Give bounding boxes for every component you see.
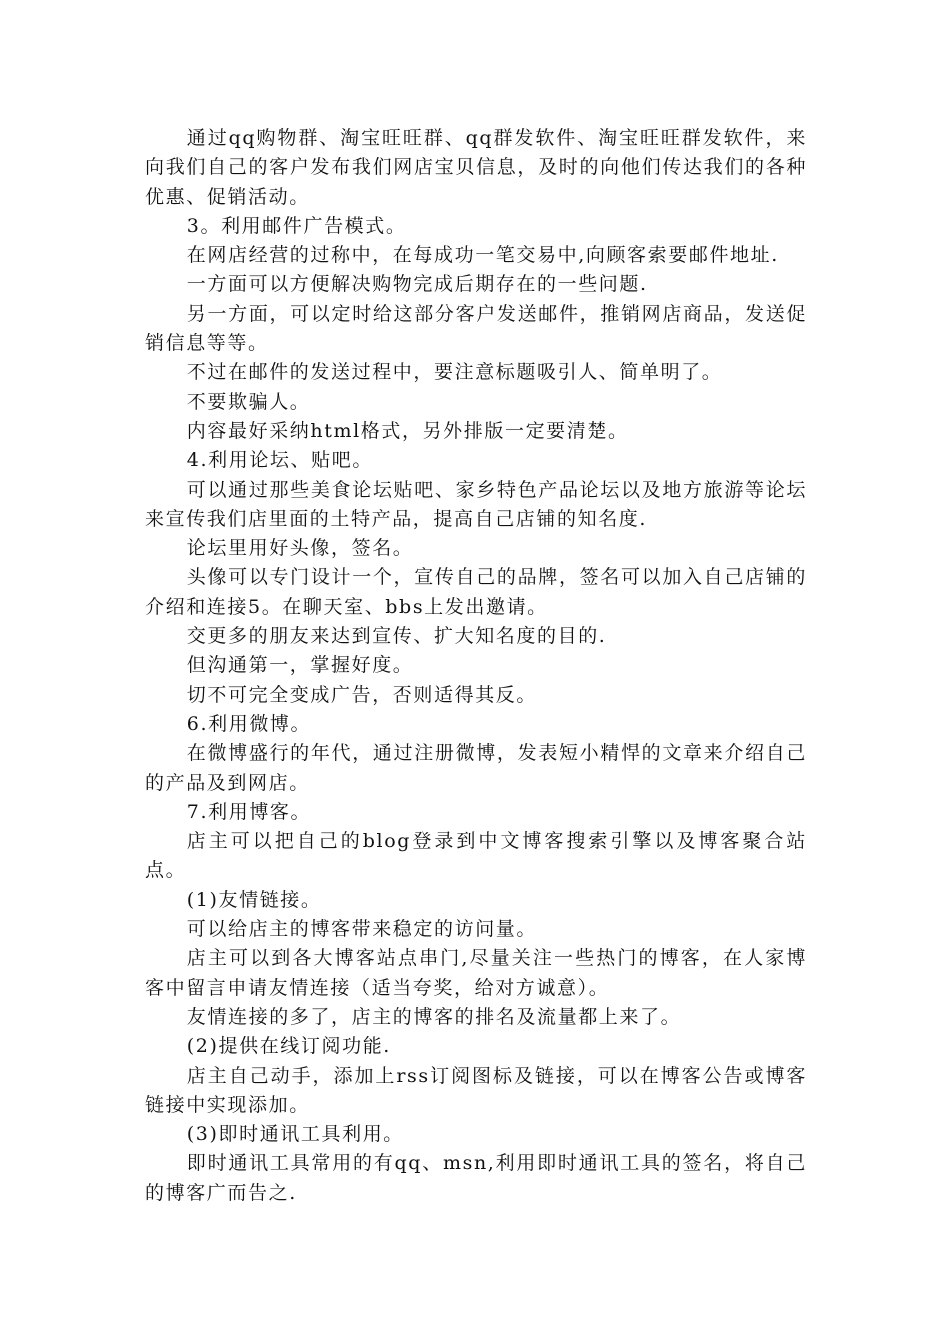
paragraph: 即时通讯工具常用的有qq、msn,利用即时通讯工具的签名，将自己的博客广而告之. xyxy=(145,1152,807,1204)
paragraph: 不要欺骗人。 xyxy=(186,390,311,413)
paragraph: (3)即时通讯工具利用。 xyxy=(186,1123,404,1146)
paragraph: 在微博盛行的年代，通过注册微博，发表短小精悍的文章来介绍自己的产品及到网店。 xyxy=(145,742,807,794)
paragraph: 头像可以专门设计一个，宣传自己的品牌，签名可以加入自己店铺的介绍和连接5。在聊天室、bbs上发出邀请。 xyxy=(145,566,807,618)
paragraph: 另一方面，可以定时给这部分客户发送邮件，推销网店商品，发送促销信息等等。 xyxy=(145,302,807,355)
paragraph: 6.利用微博。 xyxy=(186,712,312,735)
paragraph: 切不可完全变成广告，否则适得其反。 xyxy=(186,683,537,706)
paragraph: 交更多的朋友来达到宣传、扩大知名度的目的. xyxy=(186,625,607,648)
paragraph: (1)友情链接。 xyxy=(186,888,322,911)
paragraph: (2)提供在线订阅功能. xyxy=(186,1035,391,1058)
paragraph: 论坛里用好头像，签名。 xyxy=(186,537,414,560)
paragraph: 店主可以把自己的blog登录到中文博客搜索引擎以及博客聚合站点。 xyxy=(145,830,807,882)
paragraph: 可以给店主的博客带来稳定的访问量。 xyxy=(186,918,537,941)
paragraph: 但沟通第一，掌握好度。 xyxy=(186,654,414,677)
paragraph: 一方面可以方便解决购物完成后期存在的一些问题. xyxy=(186,273,648,296)
paragraph: 7.利用博客。 xyxy=(186,800,312,823)
paragraph: 友情连接的多了，店主的博客的排名及流量都上来了。 xyxy=(186,1005,682,1028)
paragraph: 不过在邮件的发送过程中，要注意标题吸引人、简单明了。 xyxy=(186,361,723,384)
document-body xyxy=(145,124,807,1208)
paragraph: 店主自己动手，添加上rss订阅图标及链接，可以在博客公告或博客链接中实现添加。 xyxy=(145,1064,807,1116)
paragraph: 店主可以到各大博客站点串门,尽量关注一些热门的博客，在人家博客中留言申请友情连接（适当夸奖，给对方诚意）。 xyxy=(145,947,807,999)
paragraph: 4.利用论坛、贴吧。 xyxy=(186,449,373,472)
paragraph: 3。利用邮件广告模式。 xyxy=(186,214,407,237)
paragraph: 在网店经营的过称中，在每成功一笔交易中,向顾客索要邮件地址. xyxy=(186,244,779,267)
paragraph: 通过qq购物群、淘宝旺旺群、qq群发软件、淘宝旺旺群发软件，来向我们自己的客户发布我们网店宝贝信息，及时的向他们传达我们的各种优惠、促销活动。 xyxy=(145,127,807,208)
paragraph: 可以通过那些美食论坛贴吧、家乡特色产品论坛以及地方旅游等论坛来宣传我们店里面的土特产品，提高自己店铺的知名度. xyxy=(145,478,807,530)
paragraph: 内容最好采纳html格式，另外排版一定要清楚。 xyxy=(186,419,629,442)
